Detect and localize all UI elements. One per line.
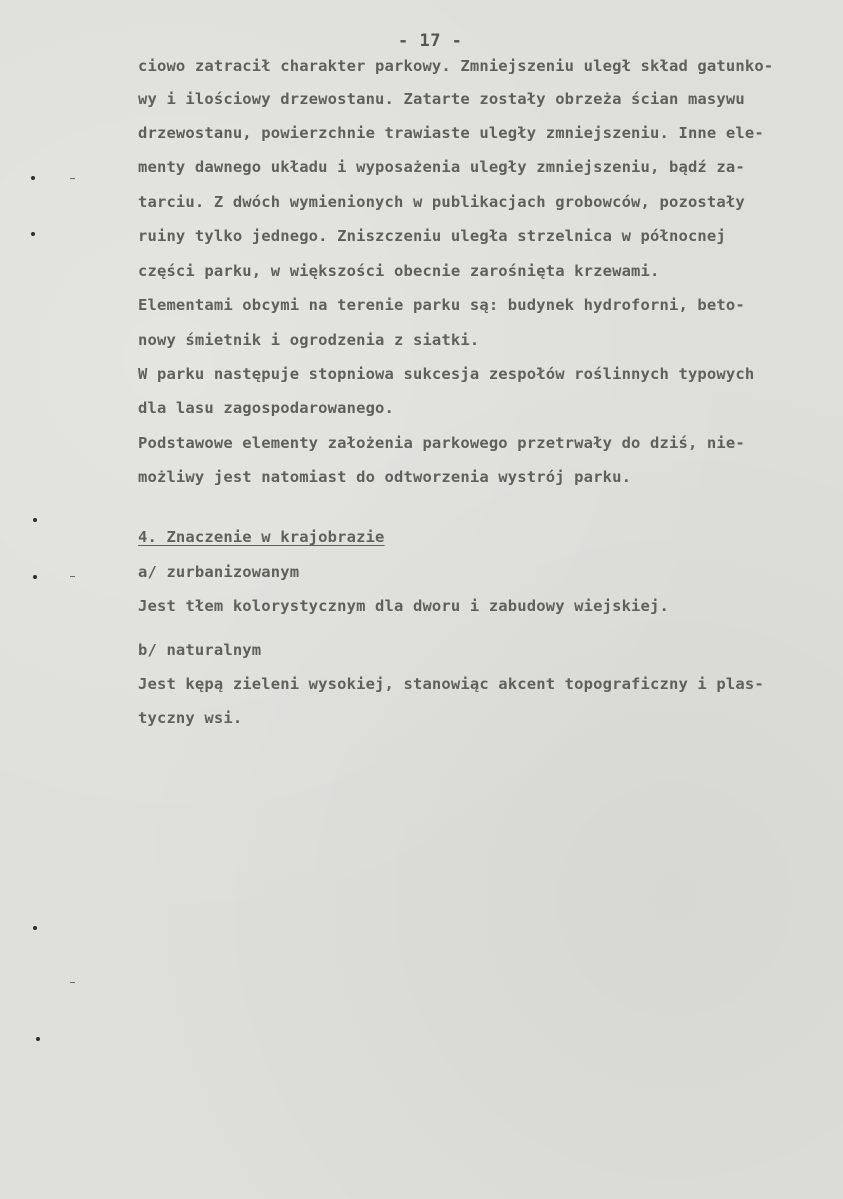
body-line-10: W parku następuje stopniowa sukcesja zespołów roślinnych typowych [138, 365, 755, 383]
body-line-13: możliwy jest natomiast do odtworzenia wystrój parku. [138, 468, 632, 486]
body-line-5: tarciu. Z dwóch wymienionych w publikacjach grobowców, pozostały [138, 193, 745, 211]
margin-dot-mark [31, 176, 35, 180]
subsection-b-label: b/ naturalnym [138, 641, 262, 659]
body-line-3: drzewostanu, powierzchnie trawiaste uległy zmniejszeniu. Inne ele- [138, 124, 764, 142]
body-line-8: Elementami obcymi na terenie parku są: budynek hydroforni, beto- [138, 296, 745, 314]
body-line-1: ciowo zatracił charakter parkowy. Zmniejszeniu uległ skład gatunko- [138, 57, 774, 75]
subsection-a-label: a/ zurbanizowanym [138, 563, 300, 581]
body-line-11: dla lasu zagospodarowanego. [138, 399, 395, 417]
page-number: - 17 - [398, 31, 463, 51]
body-line-7: części parku, w większości obecnie zarośnięta krzewami. [138, 262, 660, 280]
margin-dash-mark [70, 982, 75, 983]
margin-dot-mark [31, 232, 35, 236]
body-line-4: menty dawnego układu i wyposażenia uległy zmniejszeniu, bądź za- [138, 158, 745, 176]
subsection-b-line-2: tyczny wsi. [138, 709, 243, 727]
body-line-9: nowy śmietnik i ogrodzenia z siatki. [138, 331, 480, 349]
body-line-12: Podstawowe elementy założenia parkowego przetrwały do dziś, nie- [138, 434, 745, 452]
margin-dot-mark [33, 575, 37, 579]
subsection-a-line-1: Jest tłem kolorystycznym dla dworu i zabudowy wiejskiej. [138, 597, 669, 615]
margin-dot-mark [33, 926, 37, 930]
margin-dash-mark [70, 576, 75, 577]
body-line-2: wy i ilościowy drzewostanu. Zatarte zostały obrzeża ścian masywu [138, 90, 745, 108]
section-heading: 4. Znaczenie w krajobrazie [138, 528, 385, 546]
body-line-6: ruiny tylko jednego. Zniszczeniu uległa strzelnica w północnej [138, 227, 726, 245]
subsection-b-line-1: Jest kępą zieleni wysokiej, stanowiąc akcent topograficzny i plas- [138, 675, 764, 693]
margin-dot-mark [33, 518, 37, 522]
margin-dot-mark [36, 1037, 40, 1041]
margin-dash-mark [70, 178, 75, 179]
